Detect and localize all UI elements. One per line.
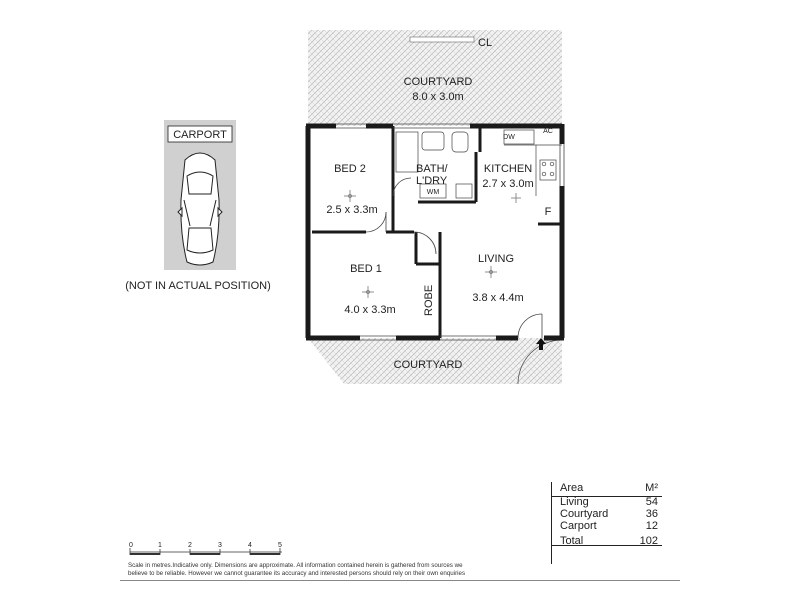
area-row-label: Living bbox=[560, 496, 589, 508]
air-con-label: AC bbox=[543, 128, 553, 135]
bed1-name: BED 1 bbox=[350, 263, 382, 275]
area-table-row bbox=[556, 496, 666, 508]
disclaimer-line-2: believe to be reliable. However we cannot guarantee its accuracy and interested persons should rely on their own enquiries bbox=[128, 570, 466, 577]
robe-label: ROBE bbox=[423, 284, 435, 316]
courtyard-top-size: 8.0 x 3.0m bbox=[412, 91, 464, 103]
bath-name-line1: BATH/ bbox=[416, 163, 448, 175]
area-table-row bbox=[556, 508, 666, 520]
disclaimer bbox=[128, 562, 528, 578]
carport-position-note: (NOT IN ACTUAL POSITION) bbox=[125, 280, 271, 292]
car-icon bbox=[178, 153, 222, 265]
carport-name: CARPORT bbox=[173, 129, 227, 141]
area-total-value: 102 bbox=[639, 535, 658, 547]
cl-label: CL bbox=[478, 37, 493, 49]
bath-name-line2: L'DRY bbox=[416, 175, 448, 187]
scale-tick-2: 2 bbox=[188, 542, 192, 549]
scale-tick-4: 4 bbox=[248, 542, 252, 549]
scale-tick-0: 0 bbox=[129, 542, 133, 549]
area-row-value: 36 bbox=[645, 508, 658, 520]
area-table bbox=[556, 482, 666, 547]
scale-tick-3: 3 bbox=[218, 542, 222, 549]
footer-rule bbox=[120, 580, 680, 581]
area-row-label: Courtyard bbox=[560, 508, 609, 520]
area-table-header-unit: M² bbox=[645, 482, 658, 494]
fridge-label: F bbox=[544, 206, 552, 218]
area-row-label: Carport bbox=[560, 520, 597, 532]
kitchen-name: KITCHEN bbox=[483, 163, 533, 175]
kitchen-size: 2.7 x 3.0m bbox=[482, 178, 534, 190]
courtyard-top-name: COURTYARD bbox=[403, 76, 473, 88]
dishwasher-label: DW bbox=[503, 134, 515, 141]
area-table-header-label: Area bbox=[560, 482, 584, 494]
living-name: LIVING bbox=[477, 253, 515, 265]
area-table-divider-vertical bbox=[551, 482, 552, 564]
area-table-total bbox=[556, 535, 666, 547]
courtyard-bottom-name: COURTYARD bbox=[393, 359, 463, 371]
bed2-size: 2.5 x 3.3m bbox=[326, 204, 378, 216]
scale-tick-5: 5 bbox=[278, 542, 282, 549]
area-row-value: 12 bbox=[645, 520, 658, 532]
area-row-value: 54 bbox=[645, 496, 658, 508]
scale-tick-labels bbox=[129, 542, 282, 549]
living-size: 3.8 x 4.4m bbox=[472, 292, 524, 304]
area-table-row bbox=[556, 520, 666, 532]
scale-tick-1: 1 bbox=[158, 542, 162, 549]
bed2-name: BED 2 bbox=[334, 163, 366, 175]
disclaimer-line-1: Scale in metres.Indicative only. Dimensions are approximate. All information contained herein is gathered from sources we bbox=[128, 562, 463, 569]
bed1-size: 4.0 x 3.3m bbox=[344, 304, 396, 316]
area-total-label: Total bbox=[560, 535, 584, 547]
area-table-header bbox=[556, 482, 666, 496]
courtyard-top-cl-bar bbox=[410, 37, 474, 42]
scale-bar bbox=[130, 548, 282, 555]
washing-machine-label: WM bbox=[426, 189, 440, 196]
